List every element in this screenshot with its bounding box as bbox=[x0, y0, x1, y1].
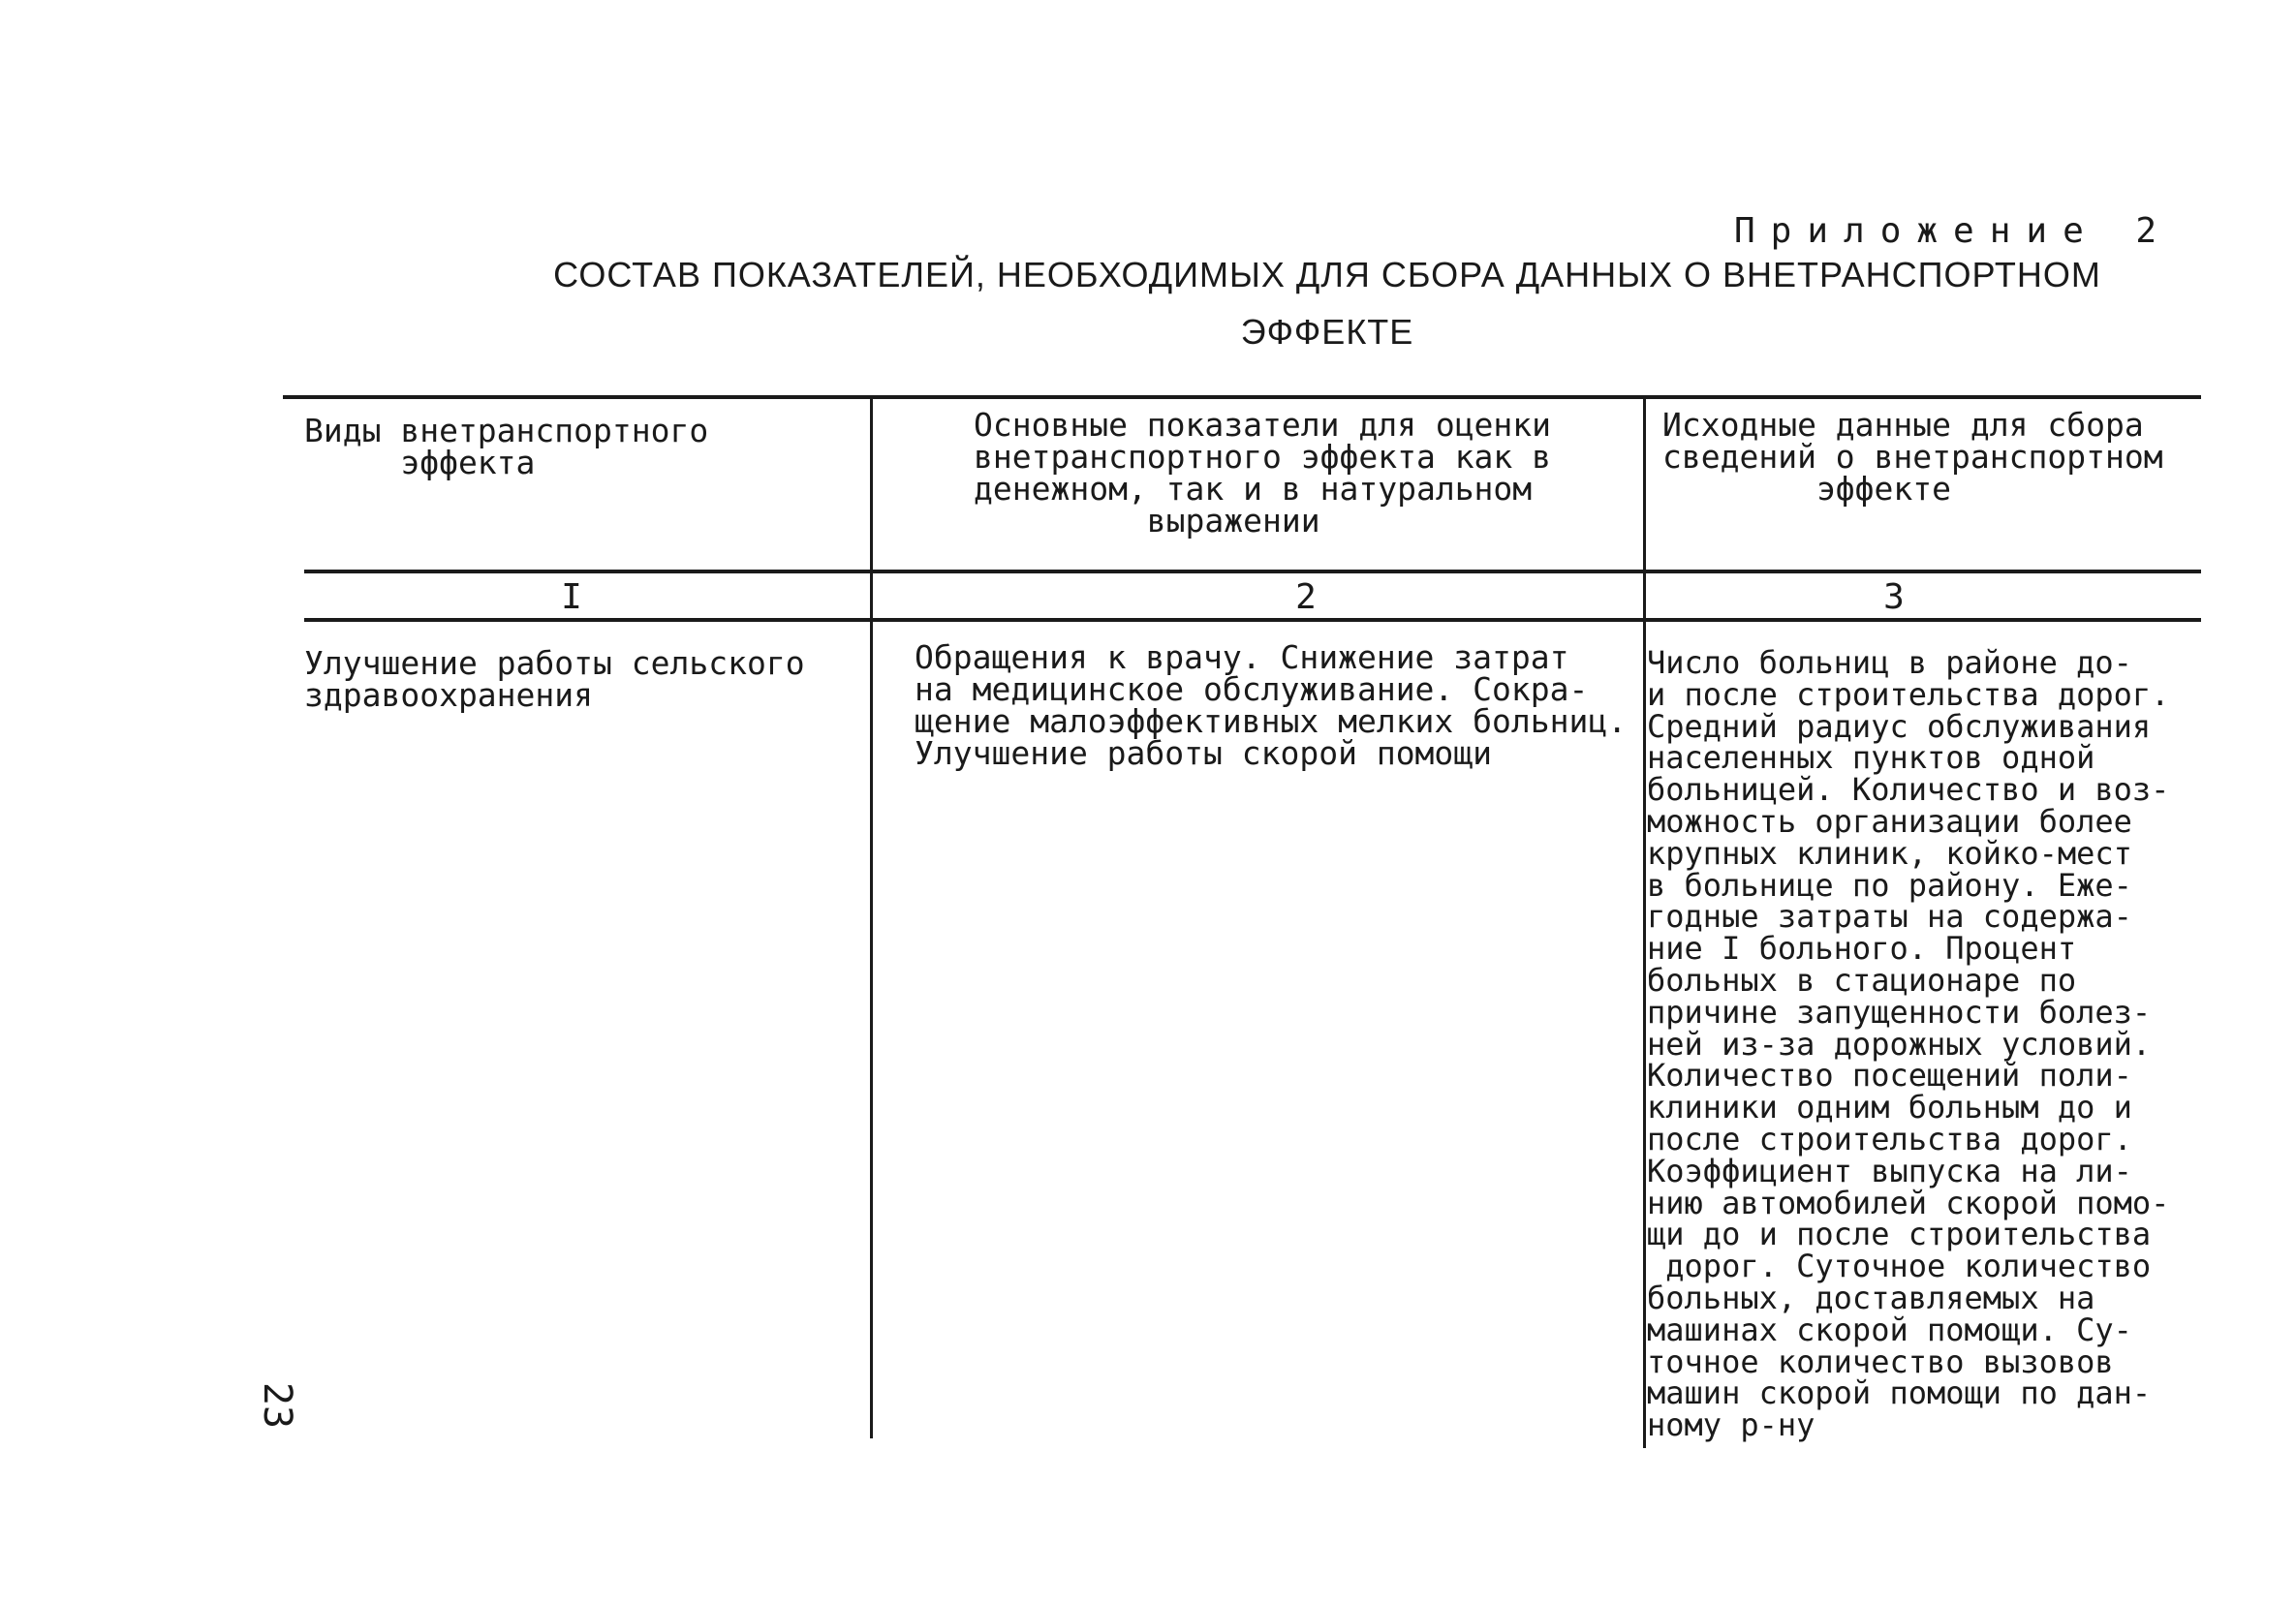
column-number-2: 2 bbox=[1295, 577, 1317, 617]
page-title-continued: ЭФФЕКТЕ bbox=[1240, 312, 1414, 352]
row-1-effect-type: Улучшение работы сельского здравоохранения bbox=[304, 644, 805, 714]
header-bottom-rule bbox=[304, 570, 2201, 573]
table-top-rule bbox=[283, 395, 2201, 399]
header-col-3: Исходные данные для сбора сведений о внетранспортном эффекте bbox=[1662, 406, 2163, 508]
column-divider-2 bbox=[1643, 397, 1646, 1448]
header-col-2: Основные показатели для оценки внетранспортного эффекта как в денежном, так и в натуральном выражении bbox=[974, 406, 1552, 540]
header-col-1: Виды внетранспортного эффекта bbox=[304, 412, 709, 481]
appendix-label: Приложение 2 bbox=[1734, 211, 2173, 251]
column-number-1: I bbox=[561, 577, 582, 617]
column-divider-1 bbox=[870, 397, 873, 1438]
page-number: 23 bbox=[255, 1381, 300, 1430]
row-1-source-data: Число больниц в районе до- и после строительства дорог. Средний радиус обслуживания населенных пунктов одной больницей. Количество и воз- можность организации более крупных клиник, койко-мест в больнице по району. Еже- годные затраты на содержа- ние I больного. Процент больных в стационаре по причине запущенности болез- ней из-за дорожных условий. Количество посещений поли- клиники одним больным до и после строительства дорог. Коэффициент выпуска на ли- нию автомобилей скорой помо- щи до и после строительства дорог. Суточное количество больных, доставляемых на машинах скорой помощи. Су- точное количество вызовов машин скорой помощи по дан- ному р-ну bbox=[1647, 644, 2170, 1444]
numbers-bottom-rule bbox=[304, 618, 2201, 622]
column-number-3: 3 bbox=[1883, 577, 1905, 617]
row-1-indicators: Обращения к врачу. Снижение затрат на медицинское обслуживание. Сокра- щение малоэффективных мелких больниц. Улучшение работы скорой помощи bbox=[915, 638, 1628, 772]
page-title: СОСТАВ ПОКАЗАТЕЛЕЙ, НЕОБХОДИМЫХ ДЛЯ СБОРА ДАННЫХ О ВНЕТРАНСПОРТНОМ bbox=[553, 255, 2101, 294]
